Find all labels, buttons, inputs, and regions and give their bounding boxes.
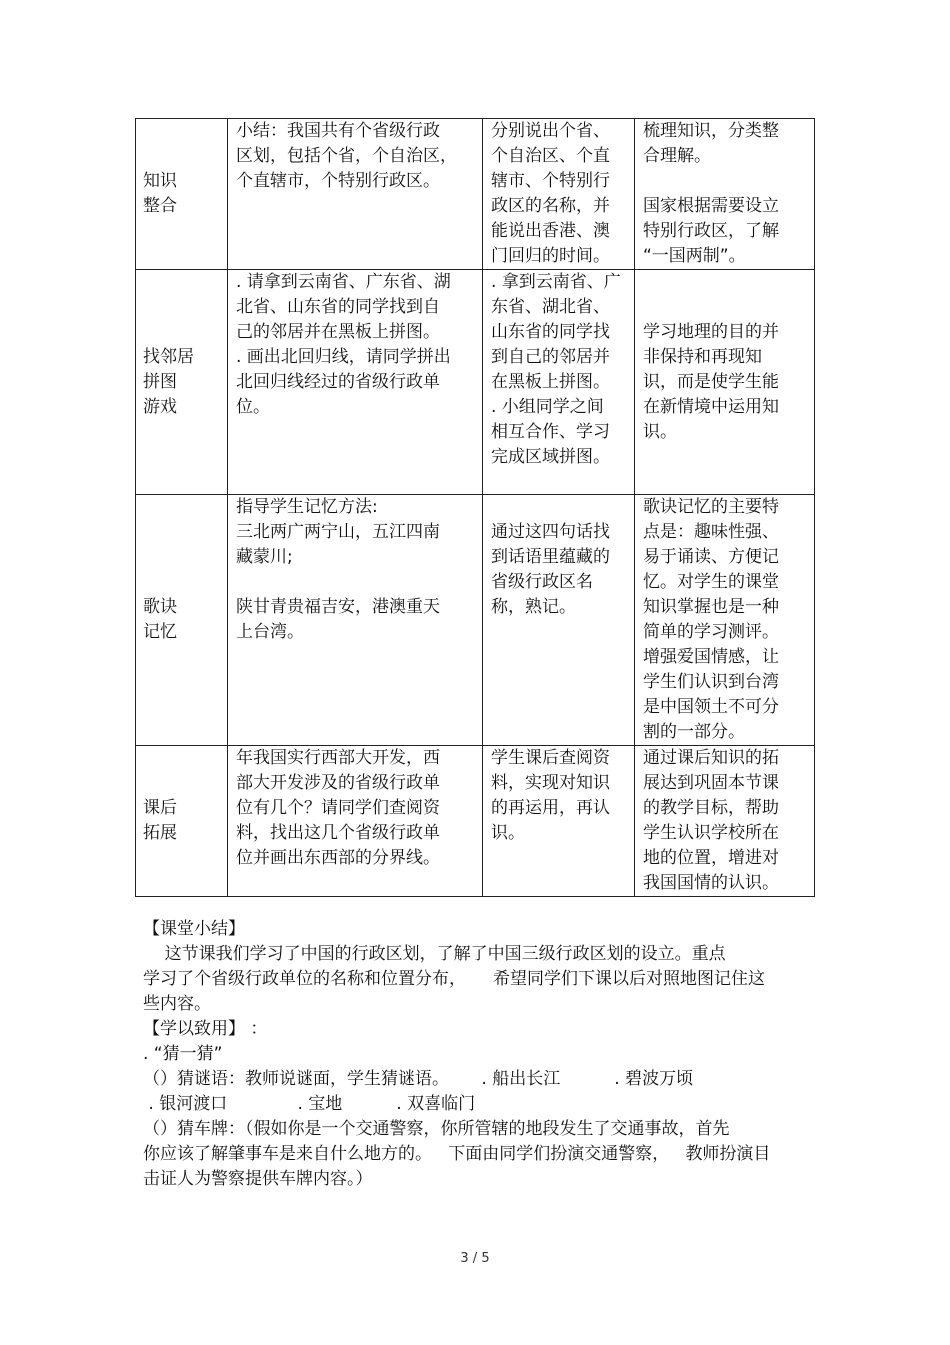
design-intent-line: 非保持和再现知 [643,347,762,367]
stage-label-line: 知识 [143,171,177,191]
apply-heading: 【学以致用】 ： [143,1019,268,1039]
teacher-activity-line: . 画出北回归线，请同学拼出 [236,347,451,367]
teacher-activity-line: 部大开发涉及的省级行政单 [236,773,440,793]
student-activity-line: 省级行政区名 [491,572,593,592]
student-activity-line: 完成区域拼图。 [491,447,610,467]
student-activity-line: 料，实现对知识 [491,773,610,793]
teacher-activity-line: 个直辖市，个特别行政区。 [236,171,440,191]
design-intent-line: 展达到巩固本节课 [643,773,779,793]
design-intent-line: 特别行政区，了解 [643,221,779,241]
design-intent-line: 合理解。 [643,146,711,166]
teacher-activity-cell [228,270,483,495]
summary-paragraph-line: 些内容。 [143,994,211,1014]
student-activity-line: . 拿到云南省、广 [491,272,621,292]
design-intent-cell [635,746,815,897]
stage-label-line: 歌诀 [143,597,177,617]
student-activity-line: 的再运用，再认 [491,798,610,818]
student-activity-line: 个自治区、个直 [491,146,610,166]
table-row [136,270,815,495]
design-intent-line: 识。 [643,422,677,442]
plate-line: 击证人为警察提供车牌内容。） [143,1169,373,1189]
student-activity-line: 分别说出个省、 [491,121,610,141]
student-activity-line: 通过这四句话找 [491,522,610,542]
design-intent-line: 知识掌握也是一种 [643,597,779,617]
design-intent-line: 学生们认识到台湾 [643,672,779,692]
table-row [136,495,815,746]
stage-label-line: 课后 [143,798,177,818]
teacher-activity-line: 北回归线经过的省级行政单 [236,372,440,392]
teacher-activity-line: 指导学生记忆方法: [236,497,378,517]
plate-line: （）猜车牌：（假如你是一个交通警察，你所管辖的地段发生了交通事故，首先 [143,1119,730,1139]
design-intent-line: 简单的学习测评。 [643,622,779,642]
teacher-activity-line: 己的邻居并在黑板上拼图。 [236,322,440,342]
student-activity-line: 到话语里蕴藏的 [491,547,610,567]
design-intent-line: 识，而是使学生能 [643,372,779,392]
teacher-activity-line: 年我国实行西部大开发，西 [236,748,440,768]
design-intent-line: 易于诵读、方便记 [643,547,779,567]
design-intent-line: 学生认识学校所在 [643,823,779,843]
design-intent-line: 地的位置，增进对 [643,848,779,868]
student-activity-line: 门回归的时间。 [491,246,610,266]
lesson-summary [143,917,813,1192]
student-activity-line: 辖市、个特别行 [491,171,610,191]
design-intent-line [643,169,806,194]
design-intent-line: 增强爱国情感，让 [643,647,779,667]
stage-label-line: 找邻居 [143,346,194,367]
stage-label-cell [136,119,228,270]
student-activity-cell [483,746,635,897]
teacher-activity-line: 位。 [236,397,270,417]
teacher-activity-cell [228,746,483,897]
summary-heading: 【课堂小结】 [143,919,245,939]
stage-label-line: 记忆 [143,622,177,642]
design-intent-line: 割的一部分。 [643,722,745,742]
riddle-options-line: . 银河渡口 . 宝地 . 双喜临门 [143,1094,476,1114]
student-activity-line: 在黑板上拼图。 [491,372,610,392]
teacher-activity-line: 北省、山东省的同学找到自 [236,297,440,317]
student-activity-line: 识。 [491,823,525,843]
summary-paragraph-line: 这节课我们学习了中国的行政区划，了解了中国三级行政区划的设立。重点 [143,944,726,964]
design-intent-line: 在新情境中运用知 [643,397,779,417]
stage-label-line: 游戏 [143,396,177,417]
design-intent-cell [635,119,815,270]
teacher-activity-line: 料，找出这几个省级行政单 [236,823,440,843]
stage-label-cell [136,746,228,897]
teacher-activity-line: 上台湾。 [236,622,304,642]
stage-label-line: 拼图 [143,371,177,392]
student-activity-cell [483,119,635,270]
summary-paragraph-line: 学习了个省级行政单位的名称和位置分布， 希望同学们下课以后对照地图记住这 [143,969,766,989]
lesson-plan-table [135,118,815,897]
design-intent-cell [635,270,815,495]
student-activity-line: 相互合作、学习 [491,422,610,442]
design-intent-line: 通过课后知识的拓 [643,748,779,768]
teacher-activity-cell [228,495,483,746]
teacher-activity-line: 三北两广两宁山，五江四南 [236,522,440,542]
design-intent-line: 学习地理的目的并 [643,322,779,342]
design-intent-line: 点是：趣味性强、 [643,522,779,542]
student-activity-cell [483,270,635,495]
teacher-activity-line: 位有几个？请同学们查阅资 [236,798,440,818]
plate-line: 你应该了解肇事车是来自什么地方的。 下面由同学们扮演交通警察， 教师扮演目 [143,1144,771,1164]
student-activity-line: 学生课后查阅资 [491,748,610,768]
teacher-activity-line: 陕甘青贵福吉安，港澳重天 [236,597,440,617]
stage-label-cell [136,495,228,746]
student-activity-line: 政区的名称，并 [491,196,610,216]
teacher-activity-line: . 请拿到云南省、广东省、湖 [236,272,451,292]
page-number: 3 / 5 [460,1251,490,1266]
stage-label-cell [136,270,228,495]
student-activity-line: 东省、湖北省、 [491,297,610,317]
teacher-activity-line: 小结：我国共有个省级行政 [236,121,440,141]
design-intent-line: “一国两制”。 [643,246,746,266]
design-intent-line: 梳理知识，分类整 [643,121,779,141]
teacher-activity-line: 区划，包括个省，个自治区， [236,146,457,166]
student-activity-line: 山东省的同学找 [491,322,610,342]
student-activity-cell [483,495,635,746]
student-activity-line: 称，熟记。 [491,597,576,617]
teacher-activity-line [236,570,474,595]
design-intent-line: 我国国情的认识。 [643,873,779,893]
design-intent-line: 忆。对学生的课堂 [643,572,779,592]
stage-label-line: 整合 [143,196,177,216]
design-intent-line: 歌诀记忆的主要特 [643,497,779,517]
table-row [136,119,815,270]
design-intent-line: 国家根据需要设立 [643,196,779,216]
design-intent-cell [635,495,815,746]
teacher-activity-line: 位并画出东西部的分界线。 [236,848,440,868]
student-activity-line: . 小组同学之间 [491,397,604,417]
design-intent-line: 的教学目标，帮助 [643,798,779,818]
student-activity-line: 到自己的邻居并 [491,347,610,367]
student-activity-line: 能说出香港、澳 [491,221,610,241]
stage-label-line: 拓展 [143,823,177,843]
design-intent-line: 是中国领土不可分 [643,697,779,717]
riddle-line: （）猜谜语：教师说谜面，学生猜谜语。 . 船出长江 . 碧波万顷 [143,1069,694,1089]
table-row [136,746,815,897]
teacher-activity-cell [228,119,483,270]
guess-title: . “猜一猜” [143,1044,223,1064]
teacher-activity-line: 藏蒙川; [236,547,293,567]
